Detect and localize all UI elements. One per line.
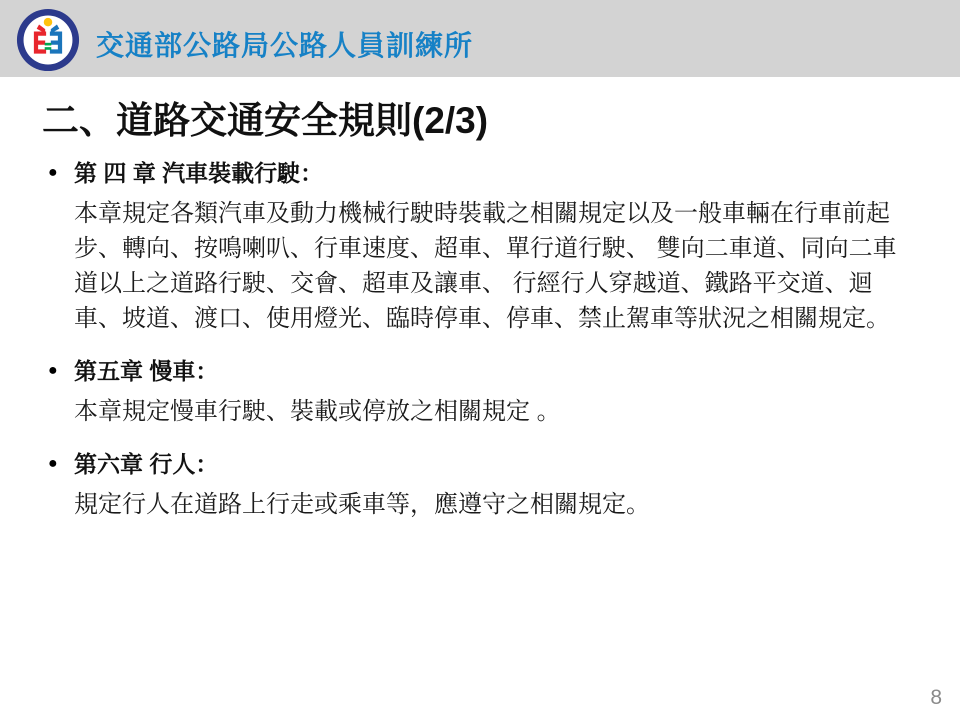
bullet-item-chapter-4: [48, 158, 920, 336]
organization-title: 交通部公路局公路人員訓練所: [96, 30, 474, 61]
bullet-heading-row: [48, 449, 920, 479]
page-number: 8: [930, 686, 942, 709]
bullet-item-chapter-6: [48, 449, 920, 522]
bullet-item-chapter-5: [48, 356, 920, 429]
bullet-heading: 第 四 章 汽車裝載行駛：: [74, 160, 324, 186]
bullet-list: [48, 158, 920, 522]
bullet-body: 本章規定各類汽車及動力機械行駛時裝載之相關規定以及一般車輛在行車前起步、轉向、按鳴喇叭、行車速度、超車、單行道行駛、 雙向二車道、同向二車道以上之道路行駛、交會、超車及讓車、 行經行人穿越道、鐵路平交道、迴車、坡道、渡口、使用燈光、臨時停車、停車、禁止駕車等狀況之相關規定。: [74, 200, 897, 332]
bullet-heading: 第五章 慢車：: [74, 358, 219, 384]
bullet-body: 本章規定慢車行駛、裝載或停放之相關規定 。: [74, 398, 561, 425]
header-bar: [0, 0, 960, 77]
training-institute-emblem-icon: [16, 8, 80, 72]
bullet-heading-row: [48, 356, 920, 386]
bullet-body: 規定行人在道路上行走或乘車等，應遵守之相關規定。: [74, 491, 650, 518]
bullet-icon: ●: [48, 164, 58, 181]
bullet-heading-row: [48, 158, 920, 188]
bullet-icon: ●: [48, 362, 58, 379]
bullet-icon: ●: [48, 455, 58, 472]
bullet-heading: 第六章 行人：: [74, 451, 219, 477]
slide-title: 二、道路交通安全規則(2/3): [42, 100, 489, 141]
